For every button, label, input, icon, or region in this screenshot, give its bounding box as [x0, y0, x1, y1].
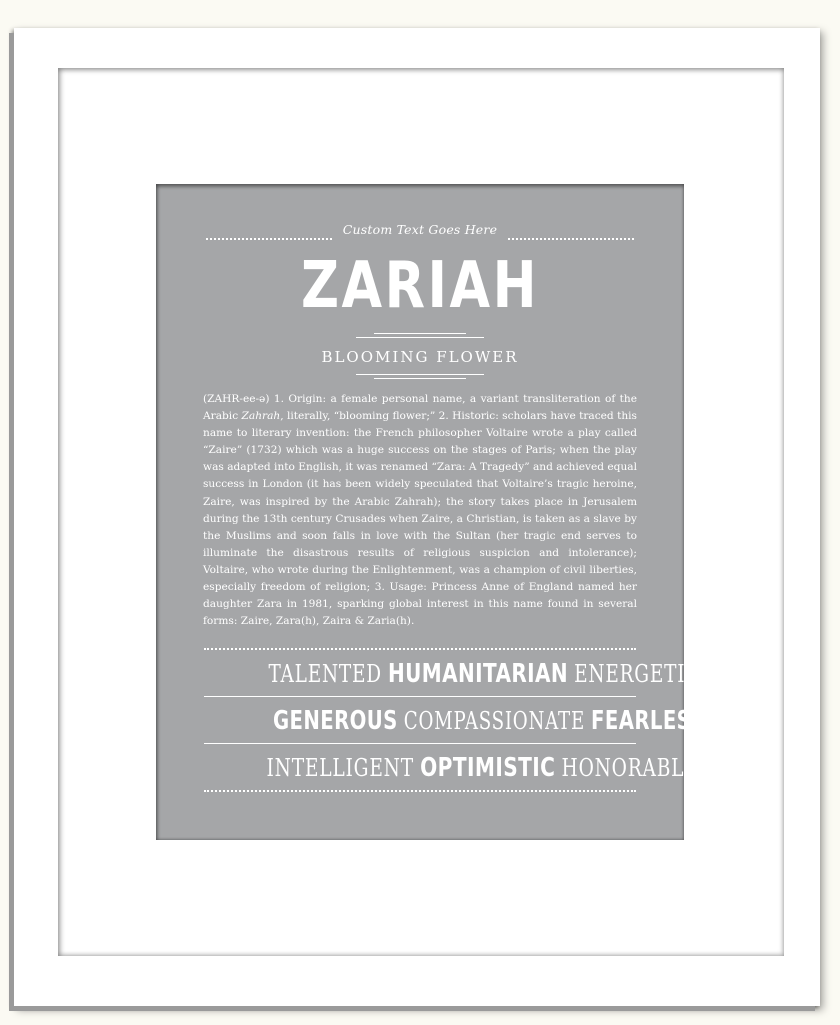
trait-row-3 — [204, 750, 699, 786]
trait-row-1-inner — [268, 656, 700, 692]
custom-text: Custom Text Goes Here — [342, 222, 498, 237]
trait-row-2-inner — [273, 703, 705, 739]
trait-row-1 — [204, 656, 701, 692]
trait-word: FEARLESS — [591, 706, 705, 736]
trait-word: ENERGETIC — [574, 660, 701, 688]
name-heading: ZARIAH — [301, 249, 539, 323]
trait-word: HONORABLE — [561, 754, 699, 782]
definition-part-1: (ZAHR-ee-ə) 1. Origin: a female personal name, a variant transliteration of the Arabic — [203, 393, 637, 423]
rule-top-short — [374, 333, 466, 334]
trait-word: TALENTED — [268, 660, 382, 688]
dotted-divider-right — [508, 238, 634, 240]
trait-row-2 — [204, 703, 705, 739]
trait-word: COMPASSIONATE — [403, 707, 585, 735]
name-print — [156, 184, 705, 840]
rule-bottom-long — [356, 374, 484, 375]
trait-word: HUMANITARIAN — [388, 659, 568, 689]
definition-italic-term: Zahrah — [241, 410, 281, 423]
rule-bottom-short — [374, 378, 466, 379]
name-meaning: BLOOMING FLOWER — [321, 348, 519, 366]
trait-rule-2 — [204, 743, 636, 744]
trait-rule-1 — [204, 696, 636, 697]
definition-part-2: , literally, “blooming flower;” 2. Historic: scholars have traced this name to literary invention: the French philosopher Voltaire wrote a play called “Zaire” (1732) which was a huge success on the stages of Paris; when the play was adapted into English, it was renamed “Zara: A Tragedy” and achieved equal success in London (it has been widely speculated that Voltaire’s tragic heroine, Zaire, was inspired by the Arabic Zahrah); the story takes place in Jerusalem during the 13th century Crusades when Zaire, a Christian, is taken as a slave by the Muslims and soon falls in love with the Sultan (her tragic end serves to illuminate the disastrous results of religious suspicion and intolerance); Voltaire, who wrote during the Enlightenment, was a champion of civil liberties, especially freedom of religion; 3. Usage: Princess Anne of England named her daughter Zara in 1981, sparking global interest in this name found in several forms: Zaire, Zara(h), Zaira & Zaria(h). — [203, 410, 637, 628]
trait-word: GENEROUS — [272, 706, 398, 736]
rule-top-long — [356, 337, 484, 338]
dotted-divider-left — [206, 238, 332, 240]
trait-row-3-inner — [267, 750, 699, 786]
trait-word: OPTIMISTIC — [420, 753, 556, 783]
trait-word: INTELLIGENT — [266, 754, 414, 782]
name-definition — [203, 391, 637, 630]
dotted-divider-traits-bottom — [204, 790, 636, 792]
dotted-divider-traits-top — [204, 648, 636, 650]
